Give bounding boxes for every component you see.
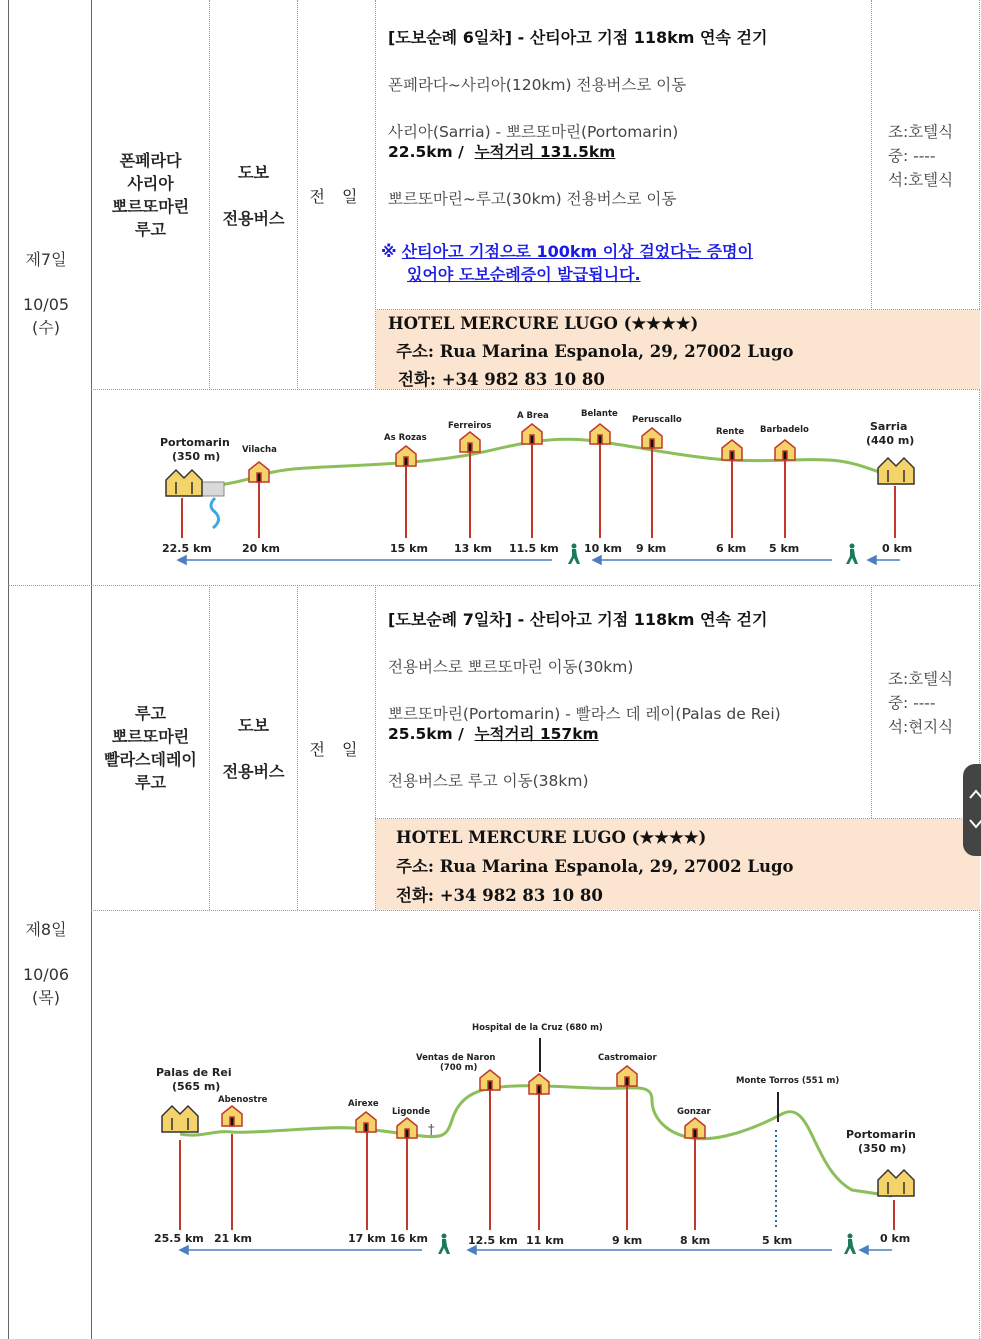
day-date: 10/06 [22,965,70,984]
scroll-button[interactable] [963,764,981,856]
itinerary-line: 사리아(Sarria) - 뽀르또마린(Portomarin) [388,123,679,141]
place-label: Vilacha [242,445,277,455]
place-label: Rente [716,427,745,437]
itinerary-desc [388,28,868,209]
city: 사리아 [127,174,174,193]
distance-line: 25.5km / 누적거리 157km [388,725,599,743]
note-text: 있어야 도보순례증이 발급됩니다. [407,265,641,284]
place-label: A Brea [517,411,549,421]
km-label: 10 km [584,542,622,555]
cities-cell [92,0,209,390]
place-label: Peruscallo [632,415,682,425]
place-label: Belante [581,409,618,419]
city: 폰페라다 [119,151,182,170]
itinerary-line: 전용버스로 뽀르또마린 이동(30km) [388,658,634,676]
note-text: 산티아고 기점으로 100km 이상 걸었다는 증명이 [401,242,753,261]
end-town: Portomarin [846,1128,916,1141]
city: 뽀르또마린 [111,197,190,216]
km-label: 13 km [454,542,492,555]
certificate-note [381,240,753,286]
start-elevation: (350 m) [172,450,221,463]
meals [888,667,953,739]
meal-dinner: 석:현지식 [888,718,954,736]
km-label: 21 km [214,1232,252,1245]
duration-cell: 전 일 [309,739,364,759]
meal-dinner: 석:호텔식 [888,171,954,189]
km-label: 9 km [636,542,667,555]
hotel-phone: 전화: +34 982 83 10 80 [398,370,605,389]
itinerary-title: [도보순례 7일차] - 산티아고 기점 118km 연속 걷기 [388,610,768,629]
meal-lunch: 중: ---- [888,147,936,165]
transport-bus: 전용버스 [222,208,285,228]
day-label [0,918,92,1009]
place-label: Barbadelo [760,425,809,435]
start-town: Palas de Rei [156,1066,232,1079]
km-label: 5 km [762,1234,793,1247]
day-label [0,248,92,339]
hotel-phone: 전화: +34 982 83 10 80 [396,886,603,905]
km-label: 0 km [882,542,913,555]
duration-cell: 전 일 [309,186,364,206]
day-number: 제8일 [25,920,67,939]
place-label: (700 m) [440,1063,478,1073]
km-label: 20 km [242,542,280,555]
svg-text:†: † [428,1123,435,1138]
itinerary-line: 전용버스로 루고 이동(38km) [388,772,589,790]
hotel-name: HOTEL MERCURE LUGO (★★★★) [396,828,707,847]
place-label: Ferreiros [448,421,492,431]
km-label: 11.5 km [509,542,559,555]
transport-cell [210,0,297,390]
km-label: 17 km [348,1232,386,1245]
transport-bus: 전용버스 [222,761,285,781]
hotel-name: HOTEL MERCURE LUGO (★★★★) [388,314,699,333]
km-label: 0 km [880,1232,911,1245]
note-mark: ※ [381,242,397,261]
city: 루고 [135,220,166,239]
start-town: Portomarin [160,436,230,449]
place-label: As Rozas [384,433,427,443]
transport-walk: 도보 [238,162,269,182]
city: 루고 [135,773,166,792]
city: 뽀르또마린 [111,727,190,746]
hotel-address: 주소: Rua Marina Espanola, 29, 27002 Lugo [396,857,794,876]
km-label: 15 km [390,542,428,555]
place-label: Airexe [348,1099,379,1109]
km-label: 12.5 km [468,1234,518,1247]
cumulative-distance: 누적거리 131.5km [474,143,616,161]
elevation-profile-sarria-portomarin [92,390,979,585]
itinerary-line: 뽀르또마린~루고(30km) 전용버스로 이동 [388,190,677,208]
transport-walk: 도보 [238,715,269,735]
cities-cell [92,586,209,910]
meal-breakfast: 조:호텔식 [888,670,954,688]
itinerary-line: 폰페라다~사리아(120km) 전용버스로 이동 [388,76,687,94]
itinerary-desc [388,610,872,791]
elevation-profile-portomarin-palas [92,1010,979,1270]
chevron-up-down-icon [963,764,981,856]
place-label: Gonzar [677,1107,711,1117]
place-label: Ligonde [392,1107,431,1117]
hotel-address: 주소: Rua Marina Espanola, 29, 27002 Lugo [396,342,794,361]
itinerary-line: 뽀르또마린(Portomarin) - 빨라스 데 레이(Palas de Rei) [388,705,781,723]
place-label: Ventas de Naron [416,1053,496,1063]
day-weekday: (수) [32,318,60,337]
km-label: 6 km [716,542,747,555]
meals [888,120,953,192]
end-elevation: (440 m) [866,434,915,447]
city: 빨라스데레이 [104,750,197,769]
meal-lunch: 중: ---- [888,694,936,712]
km-label: 25.5 km [154,1232,204,1245]
day-date: 10/05 [22,295,70,314]
day-weekday: (목) [32,988,60,1007]
place-label: Hospital de la Cruz (680 m) [472,1023,603,1033]
end-elevation: (350 m) [858,1142,907,1155]
hotel-box [376,819,980,910]
km-label: 8 km [680,1234,711,1247]
meal-breakfast: 조:호텔식 [888,123,954,141]
cumulative-distance: 누적거리 157km [474,725,599,743]
place-label: Castromaior [598,1053,657,1063]
km-label: 9 km [612,1234,643,1247]
transport-cell [210,586,297,910]
km-label: 11 km [526,1234,564,1247]
place-label: Abenostre [218,1095,268,1105]
km-label: 16 km [390,1232,428,1245]
distance-line: 22.5km / 누적거리 131.5km [388,143,616,161]
place-label: Monte Torros (551 m) [736,1076,840,1086]
km-label: 22.5 km [162,542,212,555]
day-number: 제7일 [25,250,67,269]
hotel-box [376,310,980,389]
end-town: Sarria [870,420,908,433]
itinerary-title: [도보순례 6일차] - 산티아고 기점 118km 연속 걷기 [388,28,768,47]
start-elevation: (565 m) [172,1080,221,1093]
km-label: 5 km [769,542,800,555]
city: 루고 [135,704,166,723]
